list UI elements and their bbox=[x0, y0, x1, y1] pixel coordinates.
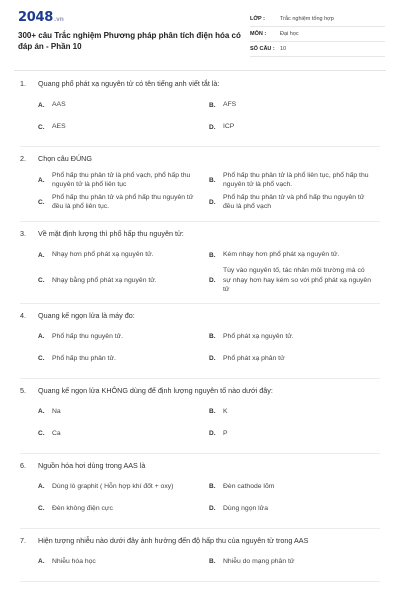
option-letter: B. bbox=[209, 483, 216, 490]
question-list bbox=[0, 71, 400, 582]
option-text: Nhạy bằng phổ phát xạ nguyên tử. bbox=[52, 276, 157, 284]
answer-option[interactable] bbox=[38, 401, 209, 423]
question-text: Quang kế ngọn lửa là máy đo: bbox=[38, 310, 135, 320]
answer-option[interactable] bbox=[38, 94, 209, 116]
option-text: Dùng ngọn lửa bbox=[223, 504, 268, 512]
option-text: Nhiễu hóa học bbox=[52, 557, 96, 565]
option-text: Phổ hấp thu phân tử là phổ liên tục, phổ hấp thu nguyên tử là phổ vạch. bbox=[223, 171, 369, 188]
question-text: Hiện tượng nhiễu nào dưới đây ảnh hưởng đến độ hấp thu của nguyên tử trong AAS bbox=[38, 535, 309, 545]
answer-option[interactable] bbox=[38, 423, 209, 445]
option-letter: A. bbox=[38, 101, 45, 109]
meta-label: MÔN : bbox=[250, 31, 267, 37]
answer-option[interactable] bbox=[38, 191, 209, 213]
option-text: AAS bbox=[52, 101, 66, 109]
option-text: Nhiễu do mạng phân tử bbox=[223, 557, 295, 565]
meta-value: 10 bbox=[280, 46, 287, 52]
answer-option[interactable] bbox=[38, 476, 209, 498]
meta-row bbox=[250, 42, 385, 57]
question-item bbox=[20, 229, 380, 304]
meta-row bbox=[250, 12, 385, 27]
question-text: Nguồn hóa hơi dùng trong AAS là bbox=[38, 460, 146, 470]
answer-option[interactable] bbox=[38, 116, 209, 138]
question-number: 3. bbox=[20, 229, 26, 238]
answer-option[interactable] bbox=[209, 551, 380, 573]
meta-value: Đại học bbox=[280, 31, 299, 37]
answer-option[interactable] bbox=[38, 348, 209, 370]
question-item bbox=[20, 79, 380, 147]
option-letter: C. bbox=[38, 430, 45, 437]
option-text: Phổ phát xạ phân tử bbox=[223, 354, 285, 362]
option-letter: C. bbox=[38, 505, 45, 512]
answer-option[interactable] bbox=[209, 169, 380, 191]
option-letter: B. bbox=[209, 101, 216, 109]
option-text: Dùng lò graphit ( Hỗn hợp khí đốt + oxy) bbox=[52, 482, 174, 490]
meta-label: SỐ CÂU : bbox=[250, 46, 275, 52]
option-text: Phổ hấp thu phân tử là phổ vạch, phổ hấp thu nguyên tử là phổ liên tục bbox=[52, 171, 191, 188]
site-logo[interactable]: 2048.vn bbox=[18, 10, 64, 25]
question-item bbox=[20, 461, 380, 529]
option-letter: B. bbox=[209, 176, 216, 184]
answer-option[interactable] bbox=[209, 116, 380, 138]
question-number: 2. bbox=[20, 154, 26, 163]
option-text: Phổ hấp thu phân tử. bbox=[52, 354, 116, 362]
page-title: 300+ câu Trắc nghiệm Phương pháp phân tích điện hóa có đáp án - Phần 10 bbox=[18, 31, 241, 51]
question-number: 6. bbox=[20, 460, 26, 470]
question-number: 5. bbox=[20, 385, 26, 395]
option-letter: C. bbox=[38, 198, 45, 206]
option-letter: C. bbox=[38, 276, 45, 284]
option-letter: C. bbox=[38, 123, 45, 131]
option-letter: A. bbox=[38, 176, 45, 184]
question-number: 4. bbox=[20, 310, 26, 320]
option-text: Phổ phát xạ nguyên tử. bbox=[223, 332, 294, 340]
option-letter: B. bbox=[209, 408, 216, 415]
answer-option[interactable] bbox=[38, 266, 209, 295]
question-item bbox=[20, 386, 380, 454]
option-letter: B. bbox=[209, 333, 216, 340]
question-item bbox=[20, 311, 380, 379]
option-letter: A. bbox=[38, 483, 45, 490]
option-text: Nhạy hơn phổ phát xạ nguyên tử. bbox=[52, 251, 154, 259]
option-text: Đèn không điện cực bbox=[52, 504, 113, 512]
option-text: Phổ hấp thu nguyên tử. bbox=[52, 332, 124, 340]
answer-option[interactable] bbox=[38, 551, 209, 573]
option-text: AES bbox=[52, 123, 66, 131]
option-letter: D. bbox=[209, 505, 216, 512]
answer-option[interactable] bbox=[38, 244, 209, 266]
meta-value: Trắc nghiệm tổng hợp bbox=[280, 16, 334, 22]
answer-option[interactable] bbox=[209, 401, 380, 423]
answer-option[interactable] bbox=[209, 244, 380, 266]
option-letter: C. bbox=[38, 355, 45, 362]
option-letter: A. bbox=[38, 408, 45, 415]
option-letter: A. bbox=[38, 558, 45, 565]
meta-label: LỚP : bbox=[250, 16, 265, 22]
option-letter: D. bbox=[209, 355, 216, 362]
answer-option[interactable] bbox=[209, 94, 380, 116]
option-text: ICP bbox=[223, 123, 235, 131]
option-text: AFS bbox=[223, 101, 237, 109]
answer-option[interactable] bbox=[209, 266, 380, 295]
option-text: Kém nhạy hơn phổ phát xạ nguyên tử. bbox=[223, 251, 340, 259]
question-number: 1. bbox=[20, 79, 26, 88]
question-text: Quang kế ngọn lửa KHÔNG dùng để định lượng nguyên tố nào dưới đây: bbox=[38, 385, 273, 395]
option-letter: D. bbox=[209, 430, 216, 437]
question-text: Quang phổ phát xạ nguyên tử có tên tiếng anh viết tắt là: bbox=[38, 79, 220, 88]
question-text: Về mặt định lượng thì phổ hấp thu nguyên tử: bbox=[38, 229, 184, 238]
option-letter: D. bbox=[209, 123, 216, 131]
option-letter: A. bbox=[38, 333, 45, 340]
option-letter: B. bbox=[209, 558, 216, 565]
answer-option[interactable] bbox=[209, 326, 380, 348]
option-text: K bbox=[223, 407, 228, 415]
answer-option[interactable] bbox=[209, 348, 380, 370]
answer-option[interactable] bbox=[38, 169, 209, 191]
question-number: 7. bbox=[20, 535, 26, 545]
answer-option[interactable] bbox=[209, 498, 380, 520]
option-text: Na bbox=[52, 407, 61, 415]
meta-row bbox=[250, 27, 385, 42]
option-letter: B. bbox=[209, 251, 216, 259]
option-letter: D. bbox=[209, 276, 216, 284]
option-text: Tùy vào nguyên tố, tác nhân môi trường mà có sự nhạy hơn hay kém so với phổ phát xạ nguyên tử bbox=[223, 267, 371, 293]
option-text: Ca bbox=[52, 429, 61, 437]
option-text: Phổ hấp thu phân tử và phổ hấp thu nguyên tử đều là phổ vạch bbox=[223, 193, 365, 210]
meta-info bbox=[250, 12, 385, 57]
option-letter: D. bbox=[209, 198, 216, 206]
answer-option[interactable] bbox=[209, 191, 380, 213]
option-text: P bbox=[223, 429, 228, 437]
answer-option[interactable] bbox=[209, 423, 380, 445]
answer-option[interactable] bbox=[38, 326, 209, 348]
page-header bbox=[0, 0, 400, 68]
option-text: Phổ hấp thu phân tử và phổ hấp thu nguyên tử đều là phổ liên tục. bbox=[52, 193, 194, 210]
option-text: Đèn cathode lõm bbox=[223, 482, 275, 490]
question-item bbox=[20, 536, 380, 582]
answer-option[interactable] bbox=[209, 476, 380, 498]
option-letter: A. bbox=[38, 251, 45, 259]
answer-option[interactable] bbox=[38, 498, 209, 520]
question-item bbox=[20, 154, 380, 222]
question-text: Chọn câu ĐÚNG bbox=[38, 154, 92, 163]
